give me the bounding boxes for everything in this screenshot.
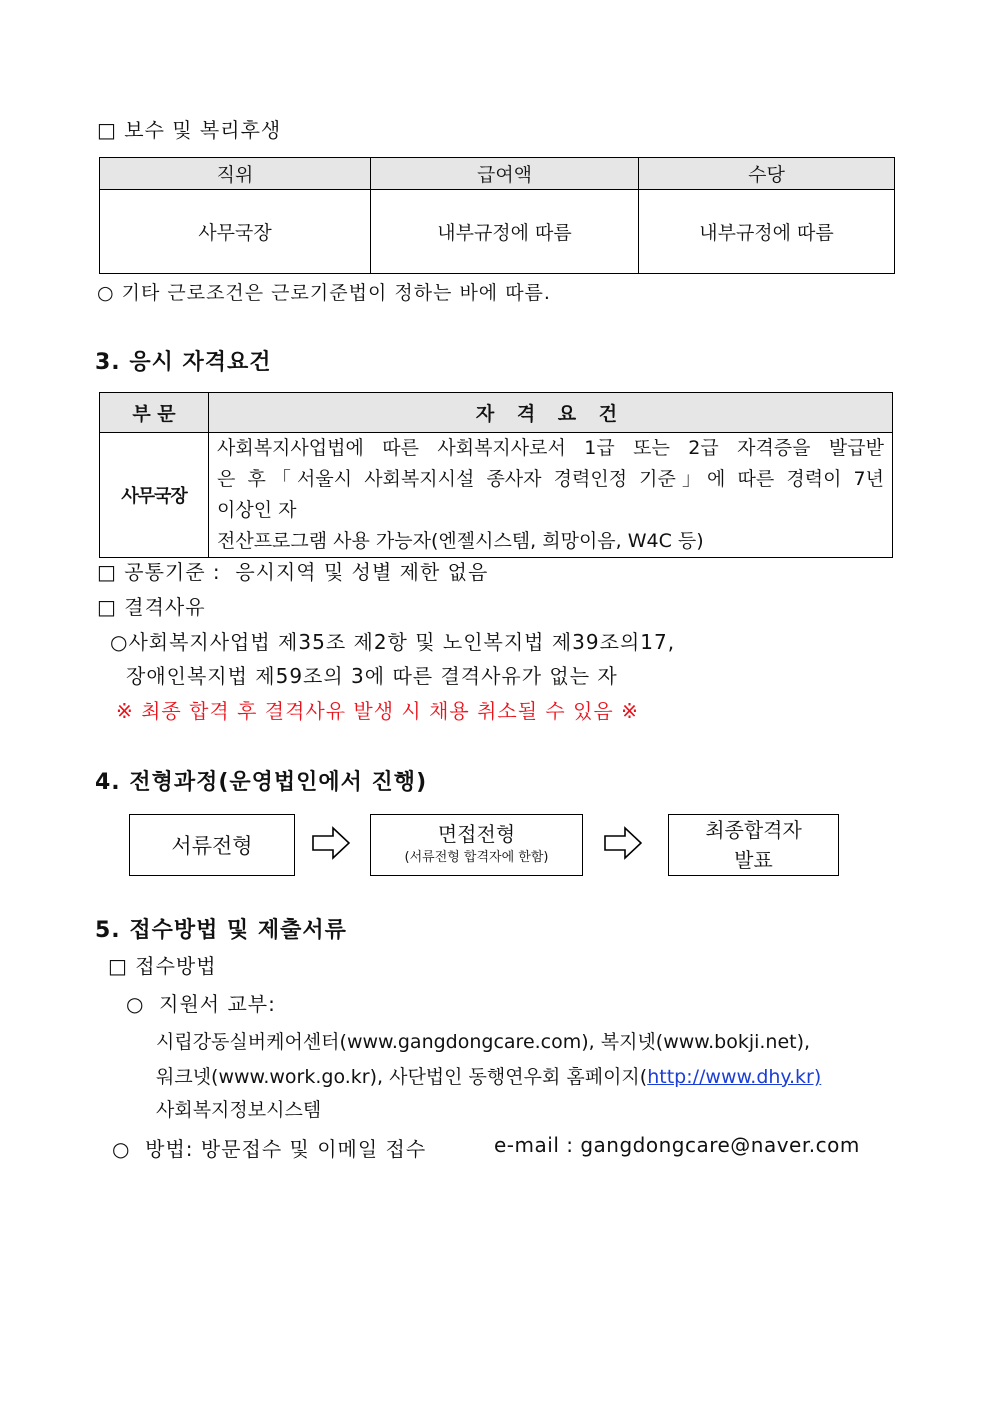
- section5-title: 5. 접수방법 및 제출서류: [95, 918, 347, 943]
- salary-note: ○ 기타 근로조건은 근로기준법이 정하는 바에 따름.: [97, 282, 551, 304]
- requirement-line: 사회복지사업법에 따른 사회복지사로서 1급 또는 2급 자격증을 발급받: [217, 437, 884, 459]
- dhy-link[interactable]: http://www.dhy.kr): [647, 1066, 822, 1088]
- process-step-interview: [370, 814, 583, 876]
- requirement-line: 이상인 자: [217, 499, 297, 521]
- qualification-header-row: [100, 393, 893, 433]
- disqualification-line: ○사회복지사업법 제35조 제2항 및 노인복지법 제39조의17,: [110, 630, 676, 654]
- email-address: e-mail : gangdongcare@naver.com: [494, 1133, 860, 1157]
- qualification-table: [99, 392, 893, 558]
- step-label: 서류전형: [171, 834, 253, 858]
- col-department: 부 문: [100, 393, 209, 433]
- disqualification-line: 장애인복지법 제59조의 3에 따른 결격사유가 없는 자: [126, 664, 618, 688]
- step-label: 면접전형: [437, 822, 516, 846]
- salary-heading: □ 보수 및 복리후생: [97, 118, 282, 142]
- step-label: 발표: [734, 848, 773, 872]
- process-step-document: [129, 814, 295, 876]
- distribution-label: ○ 지원서 교부:: [126, 992, 276, 1016]
- step-label: 최종합격자: [705, 818, 802, 842]
- requirement-line: 전산프로그램 사용 가능자(엔젤시스템, 희망이음, W4C 등): [217, 530, 704, 552]
- arrow-right-icon: [604, 826, 642, 860]
- col-salary: 급여액: [371, 158, 639, 190]
- cell-requirements: [209, 433, 893, 558]
- distribution-line: 사회복지정보시스템: [156, 1099, 322, 1121]
- cell-allowance: 내부규정에 따름: [639, 190, 895, 274]
- distribution-text: 워크넷(www.work.go.kr), 사단법인 동행연우회 홈페이지(: [156, 1066, 648, 1088]
- salary-table-header-row: [100, 158, 895, 190]
- qualification-row: [100, 433, 893, 558]
- cell-position: 사무국장: [100, 190, 371, 274]
- step-note: (서류전형 합격자에 한함): [404, 850, 549, 865]
- salary-table: [99, 157, 895, 274]
- method-heading: □ 접수방법: [108, 954, 217, 978]
- requirement-line: 은 후「서울시 사회복지시설 종사자 경력인정 기준」에 따른 경력이 7년: [217, 468, 884, 490]
- common-criteria: □ 공통기준 : 응시지역 및 성별 제한 없음: [97, 560, 489, 584]
- col-position: 직위: [100, 158, 371, 190]
- distribution-line: [156, 1062, 821, 1089]
- section4-title: 4. 전형과정(운영법인에서 진행): [95, 770, 428, 795]
- method-line: ○ 방법: 방문접수 및 이메일 접수: [112, 1137, 427, 1161]
- section3-title: 3. 응시 자격요건: [95, 350, 272, 375]
- cell-salary: 내부규정에 따름: [371, 190, 639, 274]
- distribution-line: 시립강동실버케어센터(www.gangdongcare.com), 복지넷(www.bokji.net),: [156, 1031, 811, 1053]
- disqualification-warning: ※ 최종 합격 후 결격사유 발생 시 채용 취소될 수 있음 ※: [116, 699, 639, 723]
- disqualification-heading: □ 결격사유: [97, 595, 206, 619]
- process-step-final: [668, 814, 839, 876]
- col-requirements: 자 격 요 건: [209, 393, 893, 433]
- cell-department: 사무국장: [100, 433, 209, 558]
- arrow-right-icon: [312, 826, 350, 860]
- col-allowance: 수당: [639, 158, 895, 190]
- salary-table-row: [100, 190, 895, 274]
